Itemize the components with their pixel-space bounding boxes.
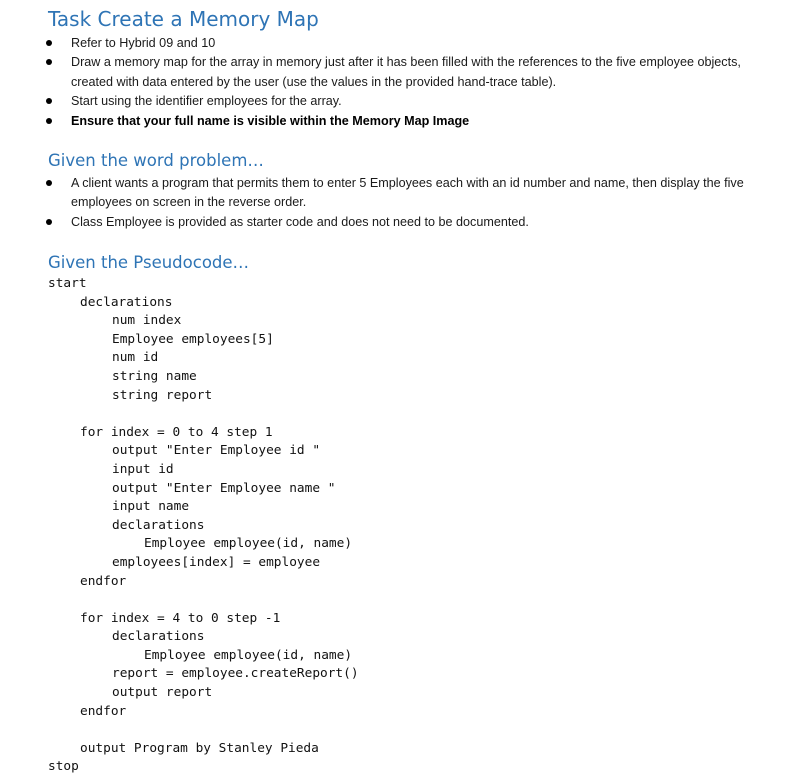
code-line: input id	[112, 461, 174, 477]
task-bullet-text: Start using the identifier employees for the array.	[71, 94, 342, 109]
task-bullet-text: Draw a memory map for the array in memory just after it has been filled with the references to the five employee objects, created with data entered by the user (use the values in the provided hand-trace table).	[71, 55, 741, 89]
code-blank-line	[48, 721, 359, 740]
code-line: Employee employees[5]	[112, 331, 274, 347]
code-line: string report	[112, 387, 213, 403]
problem-bullet-text: Class Employee is provided as starter code and does not need to be documented.	[71, 214, 529, 229]
code-line: report = employee.createReport()	[112, 666, 359, 682]
problem-bullet-item	[0, 213, 751, 232]
code-line: declarations	[112, 629, 205, 645]
task-bullet-list	[0, 34, 806, 131]
pseudocode-heading: Given the Pseudocode…	[48, 253, 250, 272]
bullet-icon	[46, 180, 52, 186]
code-line: employees[index] = employee	[112, 554, 321, 570]
code-line: endfor	[80, 703, 127, 719]
bullet-icon	[46, 219, 52, 225]
task-bullet-item	[0, 34, 751, 53]
code-line: num id	[112, 350, 159, 366]
code-line: endfor	[80, 573, 127, 589]
code-line: input name	[112, 499, 190, 515]
problem-bullet-text: A client wants a program that permits them to enter 5 Employees each with an id number and name, then display the five employees on screen in the reverse order.	[71, 176, 744, 210]
problem-heading: Given the word problem…	[48, 151, 264, 170]
code-line: for index = 0 to 4 step 1	[80, 424, 273, 440]
task-bullet-text: Ensure that your full name is visible within the Memory Map Image	[71, 113, 470, 128]
task-heading: Task Create a Memory Map	[48, 7, 319, 31]
code-line: stop	[48, 759, 79, 775]
problem-bullet-item	[0, 174, 751, 213]
problem-bullet-list	[0, 174, 806, 232]
code-line: output "Enter Employee id "	[112, 443, 321, 459]
code-line: Employee employee(id, name)	[144, 536, 353, 552]
code-blank-line	[48, 591, 359, 610]
code-line: output Program by Stanley Pieda	[80, 740, 319, 756]
pseudocode-block	[48, 275, 359, 777]
task-bullet-text: Refer to Hybrid 09 and 10	[71, 36, 216, 50]
code-line: declarations	[80, 294, 173, 310]
task-bullet-item	[0, 92, 751, 111]
bullet-icon	[46, 98, 52, 104]
task-bullet-item-bold	[0, 112, 751, 131]
code-line: start	[48, 276, 87, 291]
code-line: output report	[112, 685, 213, 701]
code-line: Employee employee(id, name)	[144, 647, 353, 663]
task-bullet-item	[0, 53, 751, 92]
code-blank-line	[48, 405, 359, 424]
code-line: num index	[112, 313, 182, 329]
code-line: output "Enter Employee name "	[112, 480, 336, 496]
code-line: string name	[112, 368, 197, 384]
code-line: declarations	[112, 517, 205, 533]
bullet-icon	[46, 118, 52, 124]
bullet-icon	[46, 59, 52, 65]
code-line: for index = 4 to 0 step -1	[80, 610, 281, 626]
bullet-icon	[46, 40, 52, 46]
